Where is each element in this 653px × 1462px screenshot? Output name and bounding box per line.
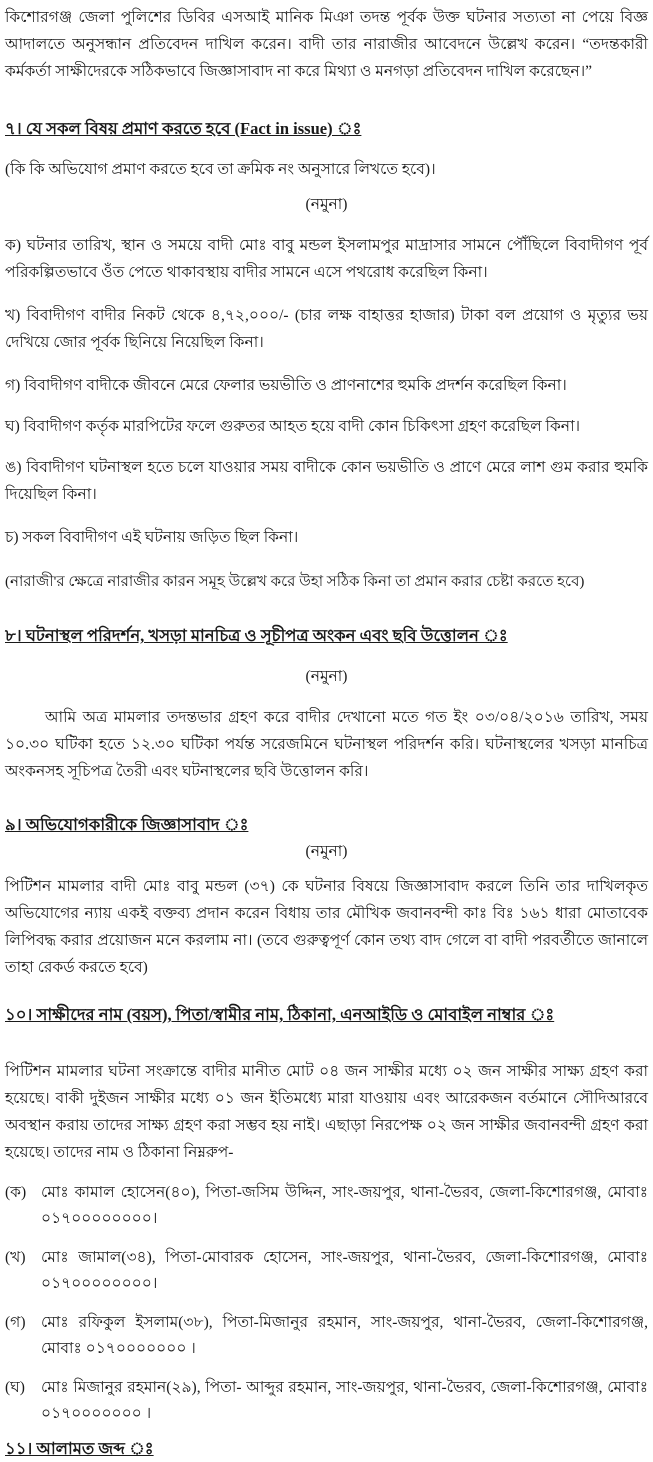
section10-heading-text: ১০। সাক্ষীদের নাম (বয়স), পিতা/স্বামীর নাম, ঠিকানা, এনআইডি ও মোবাইল নাম্বার ঃ [5, 1005, 555, 1024]
section10-heading [5, 1001, 648, 1028]
section8-paragraph: আমি অত্র মামলার তদন্তভার গ্রহণ করে বাদীর দেখানো মতে গত ইং ০৩/০৪/২০১৬ তারিখ, সময় ১০.৩০ ঘটিকা হতে ১২.৩০ ঘটিকা পর্যন্ত সরেজমিনে ঘটনাস্থল পরিদর্শন করি। ঘটনাস্থলের খসড়া মানচিত্র অংকনসহ সূচিপত্র তৈরী এবং ঘটনাস্থলের ছবি উত্তোলন করি। [5, 709, 648, 780]
section7-instruction: (কি কি অভিযোগ প্রমাণ করতে হবে তা ক্রমিক নং অনুসারে লিখতে হবে)। [5, 161, 436, 178]
section7-footnote: (নারাজী'র ক্ষেত্রে নারাজীর কারন সমূহ উল্লেখ করে উহা সঠিক কিনা তা প্রমান করার চেষ্টা করতে হবে) [5, 574, 585, 590]
section11-heading [5, 1435, 648, 1462]
fact-item-kha: খ) বিবাদীগণ বাদীর নিকট থেকে ৪,৭২,০০০/- (চার লক্ষ বাহাত্তর হাজার) টাকা বল প্রয়োগ ও মৃত্যুর ভয় দেখিয়ে জোর পূর্বক ছিনিয়ে নিয়েছিল কিনা। [5, 307, 648, 351]
section7-heading-text: ৭। যে সকল বিষয় প্রমাণ করতে হবে (Fact in issue) ঃ [5, 119, 362, 138]
section8-heading-text: ৮। ঘটনাস্থল পরিদর্শন, খসড়া মানচিত্র ও সূচীপত্র অংকন এবং ছবি উত্তোলন ঃ [5, 626, 508, 645]
section8-sample-label: (নমুনা) [305, 668, 348, 685]
witness-text: মোঃ জামাল(৩৪), পিতা-মোবারক হোসেন, সাং-জয়পুর, থানা-ভৈরব, জেলা-কিশোরগঞ্জ, মোবাঃ ০১৭০০০০০০০০। [41, 1249, 648, 1292]
intro-paragraph: কিশোরগঞ্জ জেলা পুলিশের ডিবির এসআই মানিক মিঞা তদন্ত পূর্বক উক্ত ঘটনার সত্যতা না পেয়ে বিজ্ঞ আদালতে অনুসন্ধান প্রতিবেদন দাখিল করেন। বাদী তার নারাজীর আবেদনে উল্লেখ করেন। “তদন্তকারী কর্মকর্তা সাক্ষীদেরকে সঠিকভাবে জিজ্ঞাসাবাদ না করে মিথ্যা ও মনগড়া প্রতিবেদন দাখিল করেছেন।” [5, 9, 648, 80]
fact-item-cha: চ) সকল বিবাদীগণ এই ঘটনায় জড়িত ছিল কিনা। [5, 529, 299, 546]
fact-item-ga: গ) বিবাদীগণ বাদীকে জীবনে মেরে ফেলার ভয়ভীতি ও প্রাণনাশের হুমকি প্রদর্শন করেছিল কিনা। [5, 377, 567, 394]
fact-item-gha: ঘ) বিবাদীগণ কর্তৃক মারপিটের ফলে গুরুতর আহত হয়ে বাদী কোন চিকিৎসা গ্রহণ করেছিল কিনা। [5, 418, 581, 435]
section9-sample-label: (নমুনা) [305, 843, 348, 860]
witness-label: (গ) [5, 1314, 26, 1331]
witness-label: (খ) [5, 1249, 26, 1266]
section9-paragraph: পিটিশন মামলার বাদী মোঃ বাবু মন্ডল (৩৭) কে ঘটনার বিষয়ে জিজ্ঞাসাবাদ করলে তিনি তার দাখিলকৃত অভিযোগের ন্যায় একই বক্তব্য প্রদান করেন বিধায় তার মৌখিক জবানবন্দী কাঃ বিঃ ১৬১ ধারা মোতাবেক লিপিবদ্ধ করার প্রয়োজন মনে করলাম না। (তবে গুরুত্বপূর্ণ কোন তথ্য বাদ গেলে বা বাদী পরবর্তীতে জানালে তাহা রেকর্ড করতে হবে) [5, 878, 648, 976]
section9-heading [5, 811, 648, 838]
fact-item-uma: ঙ) বিবাদীগণ ঘটনাস্থল হতে চলে যাওয়ার সময় বাদীকে কোন ভয়ভীতি ও প্রাণে মেরে লাশ গুম করার হুমকি দিয়েছিল কিনা। [5, 459, 648, 503]
section10-paragraph: পিটিশন মামলার ঘটনা সংক্রান্তে বাদীর মানীত মোট ০৪ জন সাক্ষীর মধ্যে ০২ জন সাক্ষীর সাক্ষ্য গ্রহণ করা হয়েছে। বাকী দুইজন সাক্ষীর মধ্যে ০১ জন ইতিমধ্যে মারা যাওয়ায় এবং আরেকজন বর্তমানে সৌদিআরবে অবস্থান করায় তাদের সাক্ষ্য গ্রহণ করা সম্ভব হয় নাই। এছাড়া নিরপেক্ষ ০২ জন সাক্ষীর জবানবন্দী গ্রহণ করা হয়েছে। তাদের নাম ও ঠিকানা নিম্নরুপ- [5, 1063, 648, 1161]
section9-heading-text: ৯। অভিযোগকারীকে জিজ্ঞাসাবাদ ঃ [5, 815, 249, 834]
witness-label: (ঘ) [5, 1379, 25, 1396]
section7-heading [5, 115, 648, 142]
section7-sample-label: (নমুনা) [305, 196, 348, 213]
fact-item-ka: ক) ঘটনার তারিখ, স্থান ও সময়ে বাদী মোঃ বাবু মন্ডল ইসলামপুর মাদ্রাসার সামনে পৌঁছিলে বিবাদীগণ পূর্ব পরিকল্পিতভাবে ওঁত পেতে থাকাবস্থায় বাদীর সামনে এসে পথরোধ করেছিল কিনা। [5, 237, 648, 281]
witness-text: মোঃ মিজানুর রহমান(২৯), পিতা- আব্দুর রহমান, সাং-জয়পুর, থানা-ভৈরব, জেলা-কিশোরগঞ্জ, মোবাঃ ০১৭০০০০০০০ । [41, 1379, 648, 1422]
witness-label: (ক) [5, 1184, 27, 1201]
section11-heading-text: ১১। আলামত জব্দ ঃ [5, 1439, 154, 1458]
witness-row-ka [5, 1180, 648, 1232]
witness-text: মোঃ রফিকুল ইসলাম(৩৮), পিতা-মিজানুর রহমান, সাং-জয়পুর, থানা-ভৈরব, জেলা-কিশোরগঞ্জ, মোবাঃ ০১৭০০০০০০০ । [41, 1314, 648, 1357]
section8-heading [5, 622, 648, 649]
witness-row-kha [5, 1245, 648, 1297]
witness-row-ga [5, 1310, 648, 1362]
witness-row-gha [5, 1375, 648, 1427]
witness-text: মোঃ কামাল হোসেন(৪০), পিতা-জসিম উদ্দিন, সাং-জয়পুর, থানা-ভৈরব, জেলা-কিশোরগঞ্জ, মোবাঃ ০১৭০০০০০০০০। [41, 1184, 648, 1227]
